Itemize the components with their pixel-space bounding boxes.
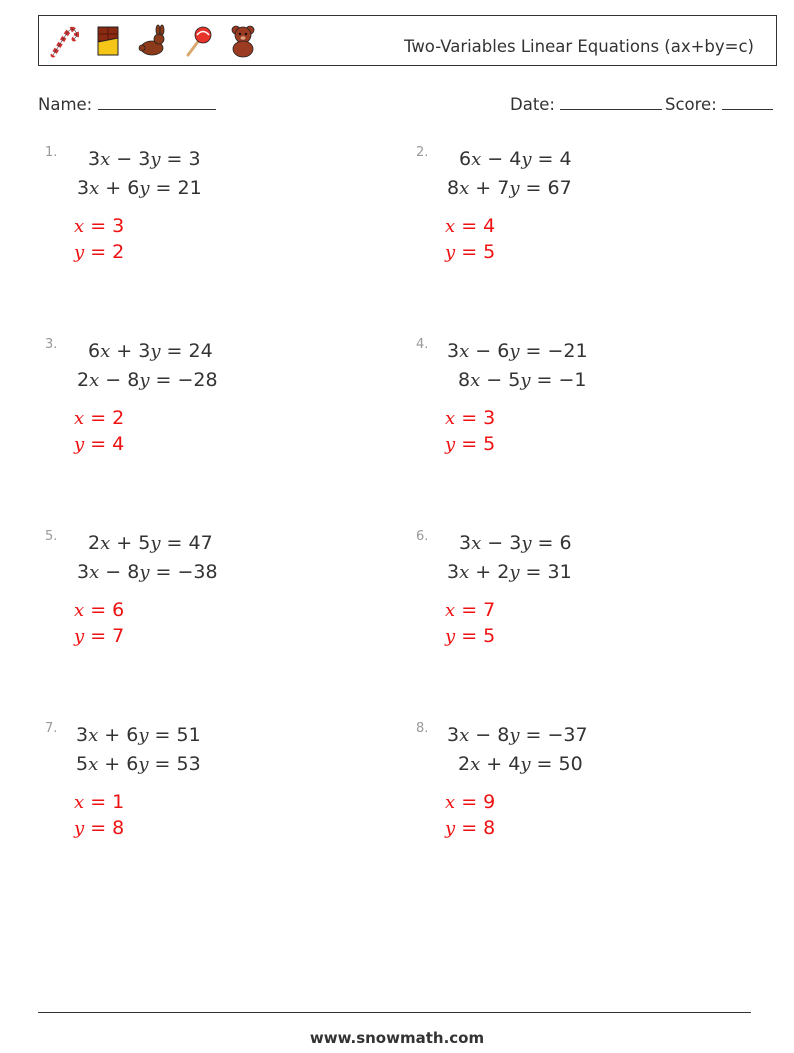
variable: x xyxy=(459,725,470,746)
term: 2 xyxy=(458,753,471,775)
answer-x xyxy=(74,407,124,429)
answer-value: 5 xyxy=(483,241,496,263)
equation-2 xyxy=(458,369,587,391)
term: 3 xyxy=(447,340,460,362)
variable: x xyxy=(100,341,111,362)
variable: y xyxy=(509,562,520,583)
answer-equals: = xyxy=(84,433,113,455)
equation-2 xyxy=(447,177,572,199)
candy-cane-icon xyxy=(45,24,79,58)
term: = 47 xyxy=(160,532,213,554)
answer-y xyxy=(74,817,124,839)
term: 3 xyxy=(88,148,101,170)
term: = 67 xyxy=(519,177,572,199)
equation-1 xyxy=(447,340,588,362)
variable: y xyxy=(520,370,531,391)
answer-equals: = xyxy=(84,215,113,237)
answer-variable: y xyxy=(74,242,85,263)
variable: x xyxy=(89,562,100,583)
footer-url: www.snowmath.com xyxy=(309,1029,485,1047)
variable: x xyxy=(470,370,481,391)
answer-x xyxy=(74,791,124,813)
date-blank-line[interactable] xyxy=(560,94,662,110)
answer-value: 4 xyxy=(483,215,496,237)
answer-equals: = xyxy=(455,817,484,839)
term: 3 xyxy=(77,177,90,199)
term: = 3 xyxy=(160,148,201,170)
term: 3 xyxy=(76,724,89,746)
term: + 6 xyxy=(98,753,139,775)
term: − 3 xyxy=(110,148,151,170)
answer-equals: = xyxy=(84,625,113,647)
term: + 2 xyxy=(469,561,510,583)
term: + 5 xyxy=(110,532,151,554)
answer-value: 3 xyxy=(483,407,496,429)
answer-value: 8 xyxy=(112,817,125,839)
answer-value: 6 xyxy=(112,599,125,621)
term: = −28 xyxy=(149,369,218,391)
term: = 4 xyxy=(531,148,572,170)
problem-1 xyxy=(45,145,385,315)
name-label: Name: xyxy=(38,95,93,114)
problem-number: 6. xyxy=(416,529,429,544)
problem-number: 2. xyxy=(416,145,429,160)
variable: y xyxy=(520,754,531,775)
answer-equals: = xyxy=(84,407,113,429)
equation-2 xyxy=(77,177,202,199)
term: + 3 xyxy=(110,340,151,362)
variable: x xyxy=(471,149,482,170)
equation-2 xyxy=(76,753,201,775)
variable: y xyxy=(509,341,520,362)
variable: y xyxy=(138,754,149,775)
variable: x xyxy=(471,533,482,554)
term: 3 xyxy=(77,561,90,583)
answer-value: 9 xyxy=(483,791,496,813)
answer-equals: = xyxy=(455,215,484,237)
answer-variable: x xyxy=(74,600,85,621)
problem-number: 3. xyxy=(45,337,58,352)
answer-equals: = xyxy=(455,599,484,621)
name-field xyxy=(38,94,216,114)
answer-y xyxy=(445,433,495,455)
term: 3 xyxy=(459,532,472,554)
answer-value: 1 xyxy=(112,791,125,813)
variable: x xyxy=(88,754,99,775)
term: = −38 xyxy=(149,561,218,583)
answer-equals: = xyxy=(84,791,113,813)
term: − 6 xyxy=(469,340,510,362)
answer-equals: = xyxy=(455,433,484,455)
problem-7 xyxy=(45,721,385,891)
term: 2 xyxy=(77,369,90,391)
term: − 4 xyxy=(481,148,522,170)
variable: y xyxy=(509,178,520,199)
term: + 7 xyxy=(469,177,510,199)
term: − 8 xyxy=(99,369,140,391)
problem-number: 7. xyxy=(45,721,58,736)
variable: y xyxy=(521,149,532,170)
answer-equals: = xyxy=(84,241,113,263)
variable: x xyxy=(100,533,111,554)
equation-1 xyxy=(447,724,588,746)
term: = 24 xyxy=(160,340,213,362)
answer-y xyxy=(74,625,124,647)
answer-variable: y xyxy=(445,818,456,839)
chocolate-bar-icon xyxy=(91,24,125,58)
term: 6 xyxy=(459,148,472,170)
problem-number: 5. xyxy=(45,529,58,544)
term: = −21 xyxy=(519,340,588,362)
term: = 53 xyxy=(148,753,201,775)
answer-value: 7 xyxy=(112,625,125,647)
answer-y xyxy=(74,433,124,455)
variable: x xyxy=(459,562,470,583)
answer-equals: = xyxy=(455,791,484,813)
answer-variable: x xyxy=(74,216,85,237)
answer-value: 5 xyxy=(483,625,496,647)
date-label: Date: xyxy=(510,95,555,114)
variable: y xyxy=(150,341,161,362)
answer-variable: x xyxy=(74,408,85,429)
variable: y xyxy=(150,533,161,554)
variable: x xyxy=(89,370,100,391)
answer-value: 8 xyxy=(483,817,496,839)
answer-x xyxy=(445,407,495,429)
footer-divider xyxy=(38,1012,751,1013)
answer-variable: x xyxy=(445,600,456,621)
variable: y xyxy=(138,725,149,746)
answer-variable: y xyxy=(74,818,85,839)
variable: x xyxy=(100,149,111,170)
problem-3 xyxy=(45,337,385,507)
term: − 8 xyxy=(99,561,140,583)
answer-x xyxy=(74,599,124,621)
variable: x xyxy=(459,341,470,362)
term: − 3 xyxy=(481,532,522,554)
equation-2 xyxy=(77,369,218,391)
lollipop-icon xyxy=(180,24,214,58)
worksheet-title: Two-Variables Linear Equations (ax+by=c) xyxy=(403,37,754,56)
term: 3 xyxy=(447,561,460,583)
answer-x xyxy=(445,215,495,237)
name-blank-line[interactable] xyxy=(98,94,216,110)
variable: y xyxy=(139,178,150,199)
variable: y xyxy=(139,562,150,583)
answer-x xyxy=(74,215,124,237)
term: = −1 xyxy=(530,369,587,391)
equation-1 xyxy=(76,724,201,746)
term: = 6 xyxy=(531,532,572,554)
answer-value: 2 xyxy=(112,407,125,429)
variable: y xyxy=(139,370,150,391)
date-field xyxy=(510,94,662,114)
term: + 6 xyxy=(98,724,139,746)
answer-equals: = xyxy=(455,407,484,429)
answer-y xyxy=(445,625,495,647)
problem-number: 8. xyxy=(416,721,429,736)
term: 5 xyxy=(76,753,89,775)
answer-value: 3 xyxy=(112,215,125,237)
answer-variable: x xyxy=(445,408,456,429)
answer-x xyxy=(445,599,495,621)
answer-value: 4 xyxy=(112,433,125,455)
variable: y xyxy=(521,533,532,554)
problem-4 xyxy=(416,337,756,507)
term: 2 xyxy=(88,532,101,554)
term: = −37 xyxy=(519,724,588,746)
answer-variable: x xyxy=(445,792,456,813)
variable: y xyxy=(150,149,161,170)
term: = 51 xyxy=(148,724,201,746)
answer-y xyxy=(445,241,495,263)
problem-number: 4. xyxy=(416,337,429,352)
equation-2 xyxy=(458,753,583,775)
answer-variable: y xyxy=(74,626,85,647)
problem-number: 1. xyxy=(45,145,58,160)
equation-1 xyxy=(88,532,213,554)
variable: y xyxy=(509,725,520,746)
equation-1 xyxy=(88,148,201,170)
answer-x xyxy=(445,791,495,813)
equation-1 xyxy=(459,532,572,554)
answer-value: 7 xyxy=(483,599,496,621)
equation-2 xyxy=(447,561,572,583)
equation-2 xyxy=(77,561,218,583)
term: 8 xyxy=(447,177,460,199)
problem-2 xyxy=(416,145,756,315)
equation-1 xyxy=(459,148,572,170)
answer-equals: = xyxy=(84,817,113,839)
variable: x xyxy=(89,178,100,199)
term: = 21 xyxy=(149,177,202,199)
answer-equals: = xyxy=(455,241,484,263)
teddy-bear-icon xyxy=(226,24,260,58)
answer-value: 2 xyxy=(112,241,125,263)
answer-equals: = xyxy=(84,599,113,621)
worksheet-header xyxy=(38,15,777,66)
term: − 8 xyxy=(469,724,510,746)
term: 8 xyxy=(458,369,471,391)
term: − 5 xyxy=(480,369,521,391)
answer-variable: x xyxy=(74,792,85,813)
variable: x xyxy=(470,754,481,775)
variable: x xyxy=(459,178,470,199)
problem-5 xyxy=(45,529,385,699)
answer-variable: y xyxy=(445,626,456,647)
problem-6 xyxy=(416,529,756,699)
score-blank-line[interactable] xyxy=(722,94,773,110)
answer-variable: x xyxy=(445,216,456,237)
answer-y xyxy=(445,817,495,839)
score-label: Score: xyxy=(665,95,717,114)
answer-y xyxy=(74,241,124,263)
problem-8 xyxy=(416,721,756,891)
answer-variable: y xyxy=(445,242,456,263)
term: + 4 xyxy=(480,753,521,775)
chocolate-bunny-icon xyxy=(136,24,170,58)
variable: x xyxy=(88,725,99,746)
answer-equals: = xyxy=(455,625,484,647)
answer-value: 5 xyxy=(483,433,496,455)
answer-variable: y xyxy=(445,434,456,455)
term: 3 xyxy=(447,724,460,746)
term: 6 xyxy=(88,340,101,362)
score-field xyxy=(665,94,773,114)
term: = 50 xyxy=(530,753,583,775)
answer-variable: y xyxy=(74,434,85,455)
term: + 6 xyxy=(99,177,140,199)
equation-1 xyxy=(88,340,213,362)
term: = 31 xyxy=(519,561,572,583)
